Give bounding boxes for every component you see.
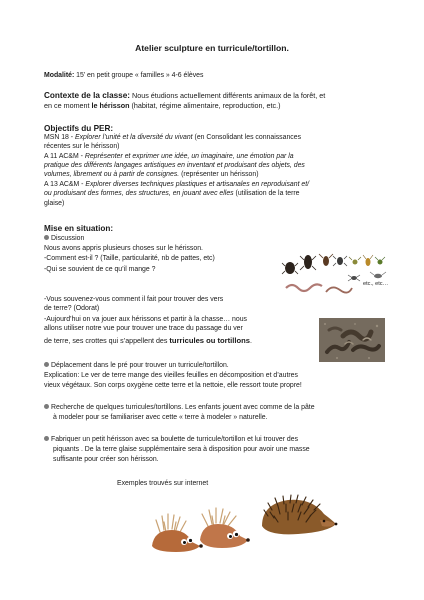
objectif-text: Explorer l’unité et la diversité du vivant xyxy=(75,134,193,141)
discussion-label: Discussion xyxy=(51,235,85,242)
recherche-line-1 xyxy=(44,404,315,413)
discussion-text-6: -Aujourd’hui on va jouer aux hérissons et partir à la chasse… nous xyxy=(44,316,248,323)
bullet-icon xyxy=(44,436,49,441)
objectifs-line-4: pratique des différents langages artistiques en inventant et produisant des objets, des xyxy=(44,162,305,169)
objectif-code: A 11 AC&M - xyxy=(44,153,85,160)
discussion-text-5: de terre? (Odorat) xyxy=(44,305,100,312)
modalite-line xyxy=(44,72,203,81)
discussion-text-7: allons utiliser notre vue pour trouver une trace du passage du ver xyxy=(44,325,243,332)
objectifs-line-3 xyxy=(44,153,294,162)
objectif-text: Explorer diverses techniques plastiques et artisanales en reproduisant et/ xyxy=(85,181,310,188)
discussion-text-3: -Qui se souvient de ce qu’il mange ? xyxy=(44,266,156,273)
insect-collection-image xyxy=(282,244,410,300)
contexte-text-1: Nous étudions actuellement différents animaux de la forêt, et xyxy=(130,91,326,100)
objectifs-heading: Objectifs du PER: xyxy=(44,124,114,133)
objectif-note: (représenter un hérisson) xyxy=(179,171,259,178)
objectifs-line-7 xyxy=(44,190,299,199)
bullet-icon xyxy=(44,404,49,409)
objectif-code: MSN 18 - xyxy=(44,134,76,141)
contexte-line-1 xyxy=(44,92,325,101)
objectif-note: (utilisation de la terre xyxy=(233,190,300,197)
modalite-label: Modalité: xyxy=(44,72,75,79)
discussion-text-8 xyxy=(44,337,252,346)
fabriquer-text: Fabriquer un petit hérisson avec sa boulette de turricule/tortillon et lui trouver des xyxy=(51,436,299,443)
objectif-code: A 13 AC&M - xyxy=(44,181,86,188)
hedgehog-left xyxy=(152,514,203,552)
contexte-text-2a: en ce moment xyxy=(44,101,92,110)
discussion-text-8a: de terre, ses crottes qui s’appellent des xyxy=(44,337,170,345)
clay-hedgehog-photo xyxy=(146,502,250,562)
discussion-line xyxy=(44,235,84,244)
objectifs-line-8: glaise) xyxy=(44,200,65,207)
insects-caption: etc., etc… xyxy=(363,281,389,287)
contexte-text-2c: (habitat, régime alimentaire, reproduction, etc.) xyxy=(129,101,281,110)
mise-heading: Mise en situation: xyxy=(44,224,114,233)
contexte-line-2 xyxy=(44,102,281,111)
bullet-icon xyxy=(44,362,49,367)
objectifs-line-1 xyxy=(44,134,301,143)
fabriquer-line-1 xyxy=(44,436,298,445)
modalite-text: 15’ en petit groupe « familles » 4-6 élèves xyxy=(74,72,204,79)
page-title: Atelier sculpture en turricule/tortillon. xyxy=(135,43,289,53)
contexte-text-2b: le hérisson xyxy=(91,101,130,110)
clay-hedgehog-spikes-photo xyxy=(258,490,338,540)
worm-cast-photo xyxy=(319,318,385,362)
discussion-text-1: Nous avons appris plusieurs choses sur le hérisson. xyxy=(44,245,203,252)
objectifs-line-2: récentes sur le hérisson) xyxy=(44,143,120,150)
discussion-text-8c: . xyxy=(250,337,252,345)
recherche-text: Recherche de quelques turricules/tortillons. Les enfants jouent avec comme de la pâte xyxy=(51,404,315,411)
objectif-text: volumes, librement ou à partir de consignes. xyxy=(44,171,180,178)
bullet-icon xyxy=(44,235,49,240)
explication-line-1: Explication: Le ver de terre mange des vieilles feuilles en décomposition et d’autres xyxy=(44,372,298,379)
objectif-text: ou produisant des formes, des structures, en jouant avec elles xyxy=(44,190,234,197)
recherche-line-2: à modeler pour se familiariser avec cette « terre à modeler » naturelle. xyxy=(53,414,268,421)
fabriquer-line-2: piquants . De la terre glaise supplémentaire sera à disposition pour avoir une masse xyxy=(53,446,310,453)
deplacement-line xyxy=(44,362,229,371)
discussion-text-4: -Vous souvenez-vous comment il fait pour trouver des vers xyxy=(44,296,224,303)
hedgehog-right xyxy=(200,508,250,548)
examples-caption: Exemples trouvés sur internet xyxy=(117,480,209,487)
explication-line-2: vieux végétaux. Son corps oxygène cette terre et la nettoie, elle ressort toute propre! xyxy=(44,382,302,389)
objectif-text: Représenter et exprimer une idée, un imaginaire, une émotion par la xyxy=(84,153,294,160)
deplacement-text: Déplacement dans le pré pour trouver un turricule/tortillon. xyxy=(51,362,229,369)
discussion-text-2: -Comment est-il ? (Taille, particularité, nb de pattes, etc) xyxy=(44,255,215,262)
fabriquer-line-3: suffisante pour créer son hérisson. xyxy=(53,456,159,463)
objectifs-line-5 xyxy=(44,171,258,180)
objectifs-line-6 xyxy=(44,181,309,190)
contexte-label: Contexte de la classe: xyxy=(44,91,131,100)
objectif-note: (en Consolidant les connaissances xyxy=(192,134,302,141)
turricules-term: turricules ou tortillons xyxy=(169,336,250,345)
